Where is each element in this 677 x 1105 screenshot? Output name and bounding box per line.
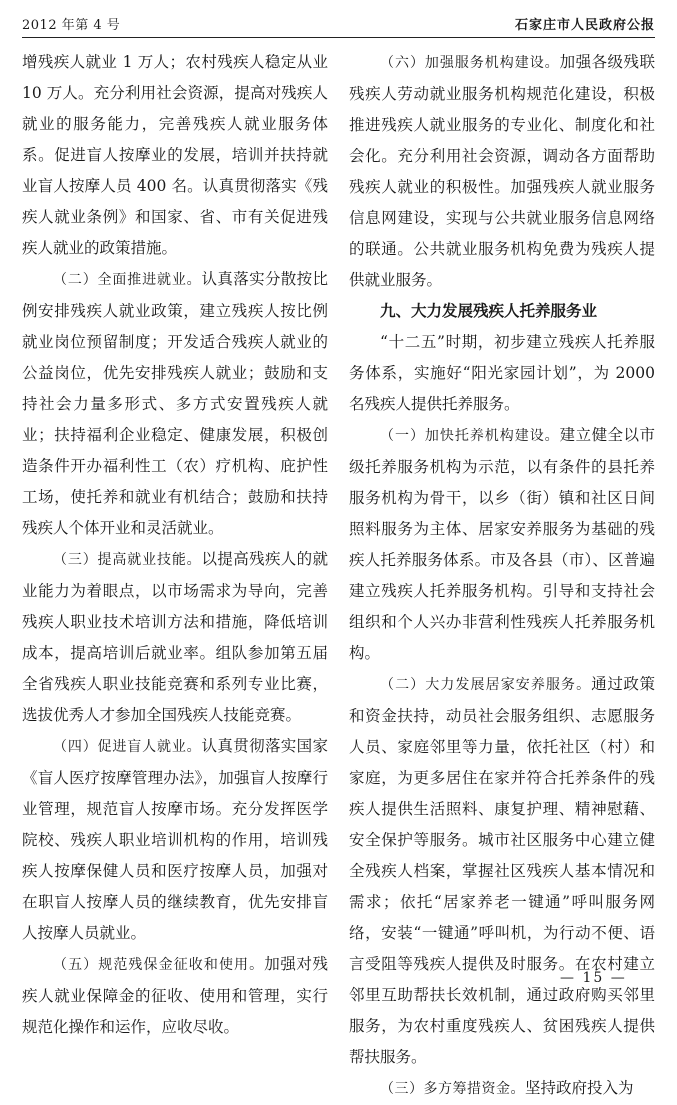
header-rule — [22, 37, 655, 38]
section-6-label: （六）加强服务机构建设。 — [380, 55, 560, 71]
section-5-text: 加强对残疾人就业保障金的征收、使用和管理，实行规范化操作和运作，应收尽收。 — [22, 955, 328, 1036]
section-2-text: 认真落实分散按比例安排残疾人就业政策，建立残疾人按比例就业岗位预留制度；开发适合残疾人就业的公益岗位，优先安排残疾人就业；鼓励和支持社会力量多形式、多方式安置残疾人就业；扶持福利企业稳定、健康发展，积极创造条件开办福利性工（农）疗机构、庇护性工场，使托养和就业有机结合；鼓励和扶持残疾人个体开业和灵活就业。 — [22, 270, 328, 537]
section-3-paragraph — [22, 544, 328, 731]
page-header — [22, 6, 655, 36]
care-1-label: （一）加快托养机构建设。 — [380, 428, 560, 444]
care-3-paragraph — [349, 1073, 655, 1105]
care-2-text: 通过政策和资金扶持，动员社会服务组织、志愿服务人员、家庭邻里等力量，依托社区（村）和家庭，为更多居住在家并符合托养条件的残疾人提供生活照料、康复护理、精神慰藉、安全保护等服务。城市社区服务中心建立健全残疾人档案，掌握社区残疾人基本情况和需求；依托“居家养老一键通”呼叫服务网络，安装“一键通”呼叫机，为行动不便、语言受阻等残疾人提供及时服务。在农村建立邻里互助帮扶长效机制，通过政府购买邻里服务，为农村重度残疾人、贫困残疾人提供帮扶服务。 — [349, 675, 655, 1066]
page-number: — 15 — — [560, 970, 627, 986]
section-2-label: （二）全面推进就业。 — [53, 272, 202, 288]
care-3-label: （三）多方筹措资金。 — [380, 1081, 525, 1097]
right-column — [349, 47, 655, 1105]
care-1-text: 建立健全以市级托养服务机构为示范，以有条件的县托养服务机构为骨干，以乡（街）镇和社区日间照料服务为主体、居家安养服务为基础的残疾人托养服务体系。市及各县（市）、区普遍建立残疾人托养服务机构。引导和支持社会组织和个人兴办非营利性残疾人托养服务机构。 — [349, 426, 655, 662]
section-6-paragraph — [349, 47, 655, 296]
section-4-paragraph — [22, 731, 328, 949]
care-2-label: （二）大力发展居家安养服务。 — [380, 677, 592, 693]
paragraph-employment-targets: 增残疾人就业 1 万人；农村残疾人稳定从业 10 万人。充分利用社会资源，提高对残疾人就业的服务能力，完善残疾人就业服务体系。促进盲人按摩业的发展，培训并扶持就业盲人按摩人员 400 名。认真贯彻落实《残疾人就业条例》和国家、省、市有关促进残疾人就业的政策措施。 — [22, 53, 328, 257]
section-4-text: 认真贯彻落实国家《盲人医疗按摩管理办法》，加强盲人按摩行业管理，规范盲人按摩市场。充分发挥医学院校、残疾人职业培训机构的作用，培训残疾人按摩保健人员和医疗按摩人员，加强对在职盲人按摩人员的继续教育，优先安排盲人按摩人员就业。 — [22, 737, 328, 942]
section-2-paragraph — [22, 264, 328, 544]
care-2-paragraph — [349, 669, 655, 1073]
care-3-text: 坚持政府投入为 — [525, 1079, 634, 1097]
section-5-paragraph — [22, 949, 328, 1043]
left-column — [22, 47, 328, 1043]
section-4-label: （四）促进盲人就业。 — [53, 739, 202, 755]
section-3-label: （三）提高就业技能。 — [53, 552, 202, 568]
section-6-text: 加强各级残联残疾人劳动就业服务机构规范化建设，积极推进残疾人就业服务的专业化、制度化和社会化。充分利用社会资源，调动各方面帮助残疾人就业的积极性。加强残疾人就业服务信息网建设，实现与公共就业服务信息网络的联通。公共就业服务机构免费为残疾人提供就业服务。 — [349, 53, 655, 289]
section-3-text: 以提高残疾人的就业能力为着眼点，以市场需求为导向，完善残疾人职业技术培训方法和措施，降低培训成本，提高培训后就业率。组队参加第五届全省残疾人职业技能竞赛和系列专业比赛，选拔优秀人才参加全国残疾人技能竞赛。 — [22, 550, 328, 724]
section-5-label: （五）规范残保金征收和使用。 — [53, 957, 265, 973]
issue-label: 2012 年第 4 号 — [22, 18, 121, 33]
care-1-paragraph — [349, 420, 655, 669]
publication-title: 石家庄市人民政府公报 — [514, 18, 655, 33]
heading-section-9: 九、大力发展残疾人托养服务业 — [380, 302, 598, 320]
paragraph-intro-care: “十二五”时期，初步建立残疾人托养服务体系，实施好“阳光家园计划”，为 2000 名残疾人提供托养服务。 — [349, 333, 655, 413]
